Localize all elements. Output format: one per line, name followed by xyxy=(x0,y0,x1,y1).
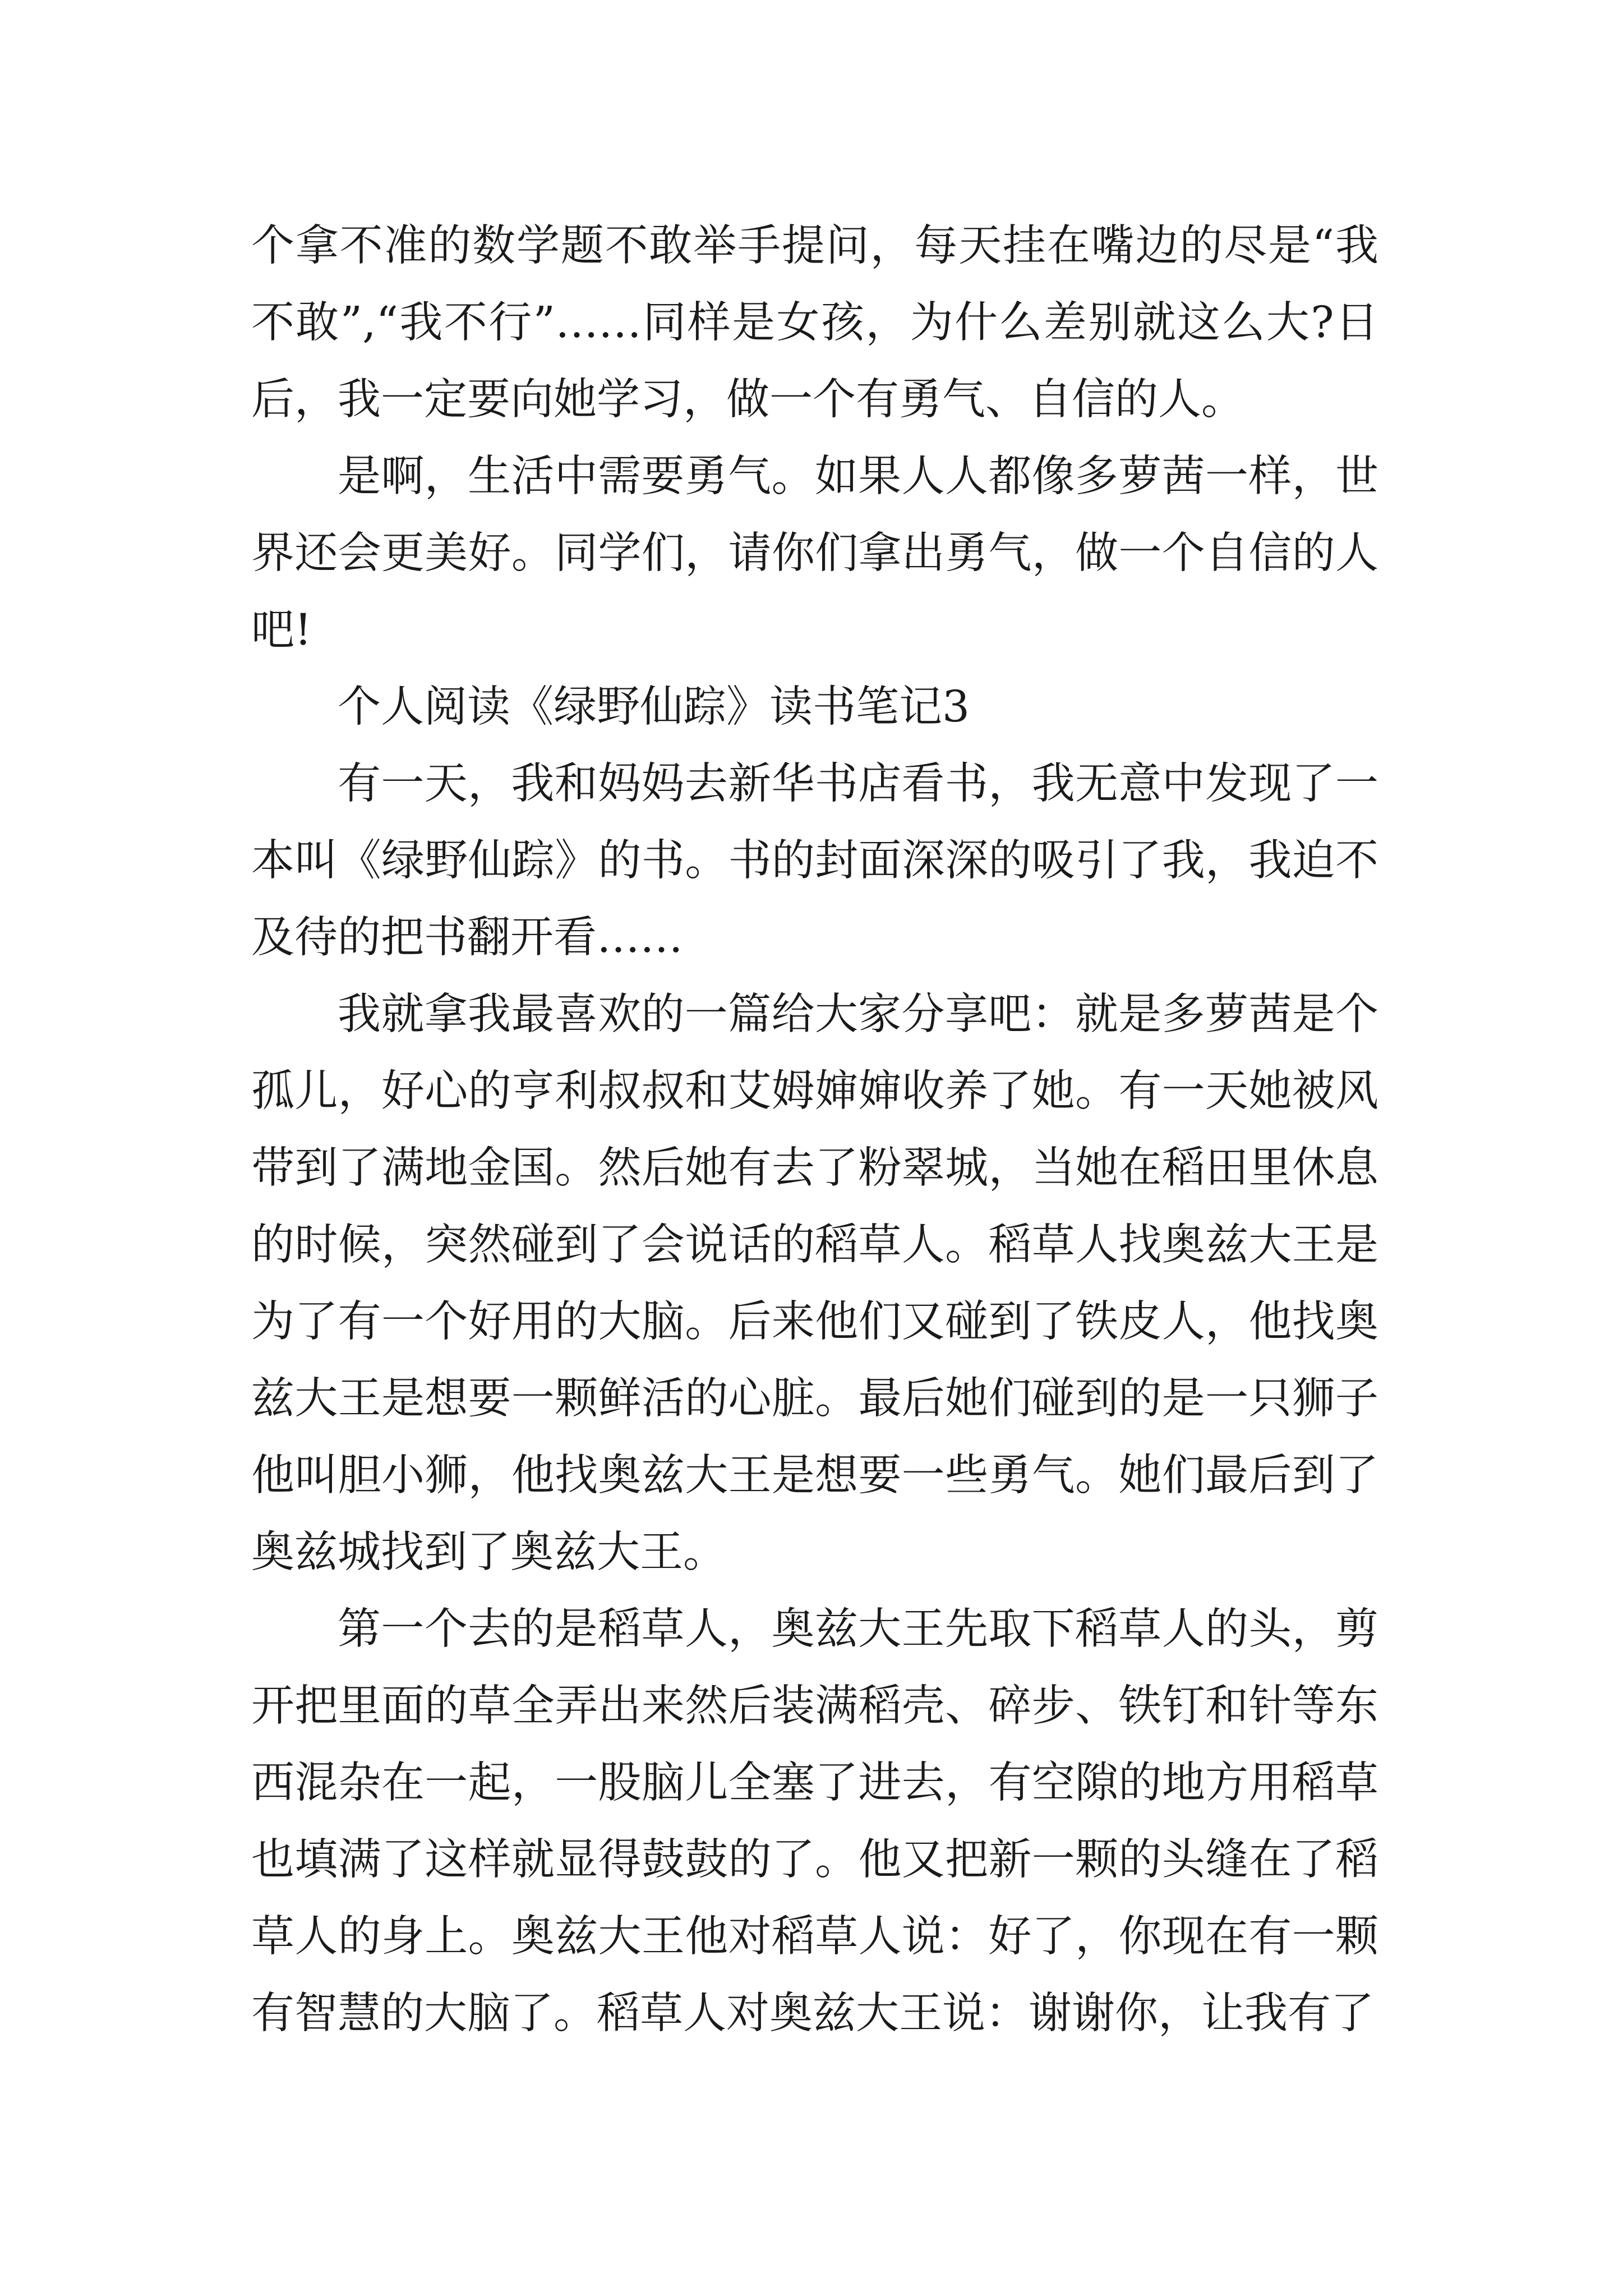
section-heading: 个人阅读《绿野仙踪》读书笔记3 xyxy=(338,682,970,732)
paragraph-courage: 是啊，生活中需要勇气。如果人人都像多萝茜一样，世界还会更美好。同学们，请你们拿出勇气，做一个自信的人吧! xyxy=(251,452,1378,655)
paragraph-bookstore: 有一天，我和妈妈去新华书店看书，我无意中发现了一本叫《绿野仙踪》的书。书的封面深深的吸引了我，我迫不及待的把书翻开看…… xyxy=(251,759,1378,963)
paragraph-continuation: 个拿不准的数学题不敢举手提问，每天挂在嘴边的尽是“我不敢”,“我不行”……同样是女孩，为什么差别就这么大?日后，我一定要向她学习，做一个有勇气、自信的人。 xyxy=(251,221,1378,425)
document-body xyxy=(251,208,1378,2052)
paragraph-story-summary: 我就拿我最喜欢的一篇给大家分享吧：就是多萝茜是个孤儿，好心的亨利叔叔和艾姆婶婶收养了她。有一天她被风带到了满地金国。然后她有去了粉翠城，当她在稻田里休息的时候，突然碰到了会说话的稻草人。稻草人找奥兹大王是为了有一个好用的大脑。后来他们又碰到了铁皮人，他找奥兹大王是想要一颗鲜活的心脏。最后她们碰到的是一只狮子他叫胆小狮，他找奥兹大王是想要一些勇气。她们最后到了奥兹城找到了奥兹大王。 xyxy=(251,990,1378,1577)
paragraph-scarecrow: 第一个去的是稻草人，奥兹大王先取下稻草人的头，剪开把里面的草全弄出来然后装满稻壳、碎步、铁钉和针等东西混杂在一起，一股脑儿全塞了进去，有空隙的地方用稻草也填满了这样就显得鼓鼓的了。他又把新一颗的头缝在了稻草人的身上。奥兹大王他对稻草人说：好了，你现在有一颗有智慧的大脑了。稻草人对奥兹大王说：谢谢你，让我有了 xyxy=(251,1604,1378,2039)
